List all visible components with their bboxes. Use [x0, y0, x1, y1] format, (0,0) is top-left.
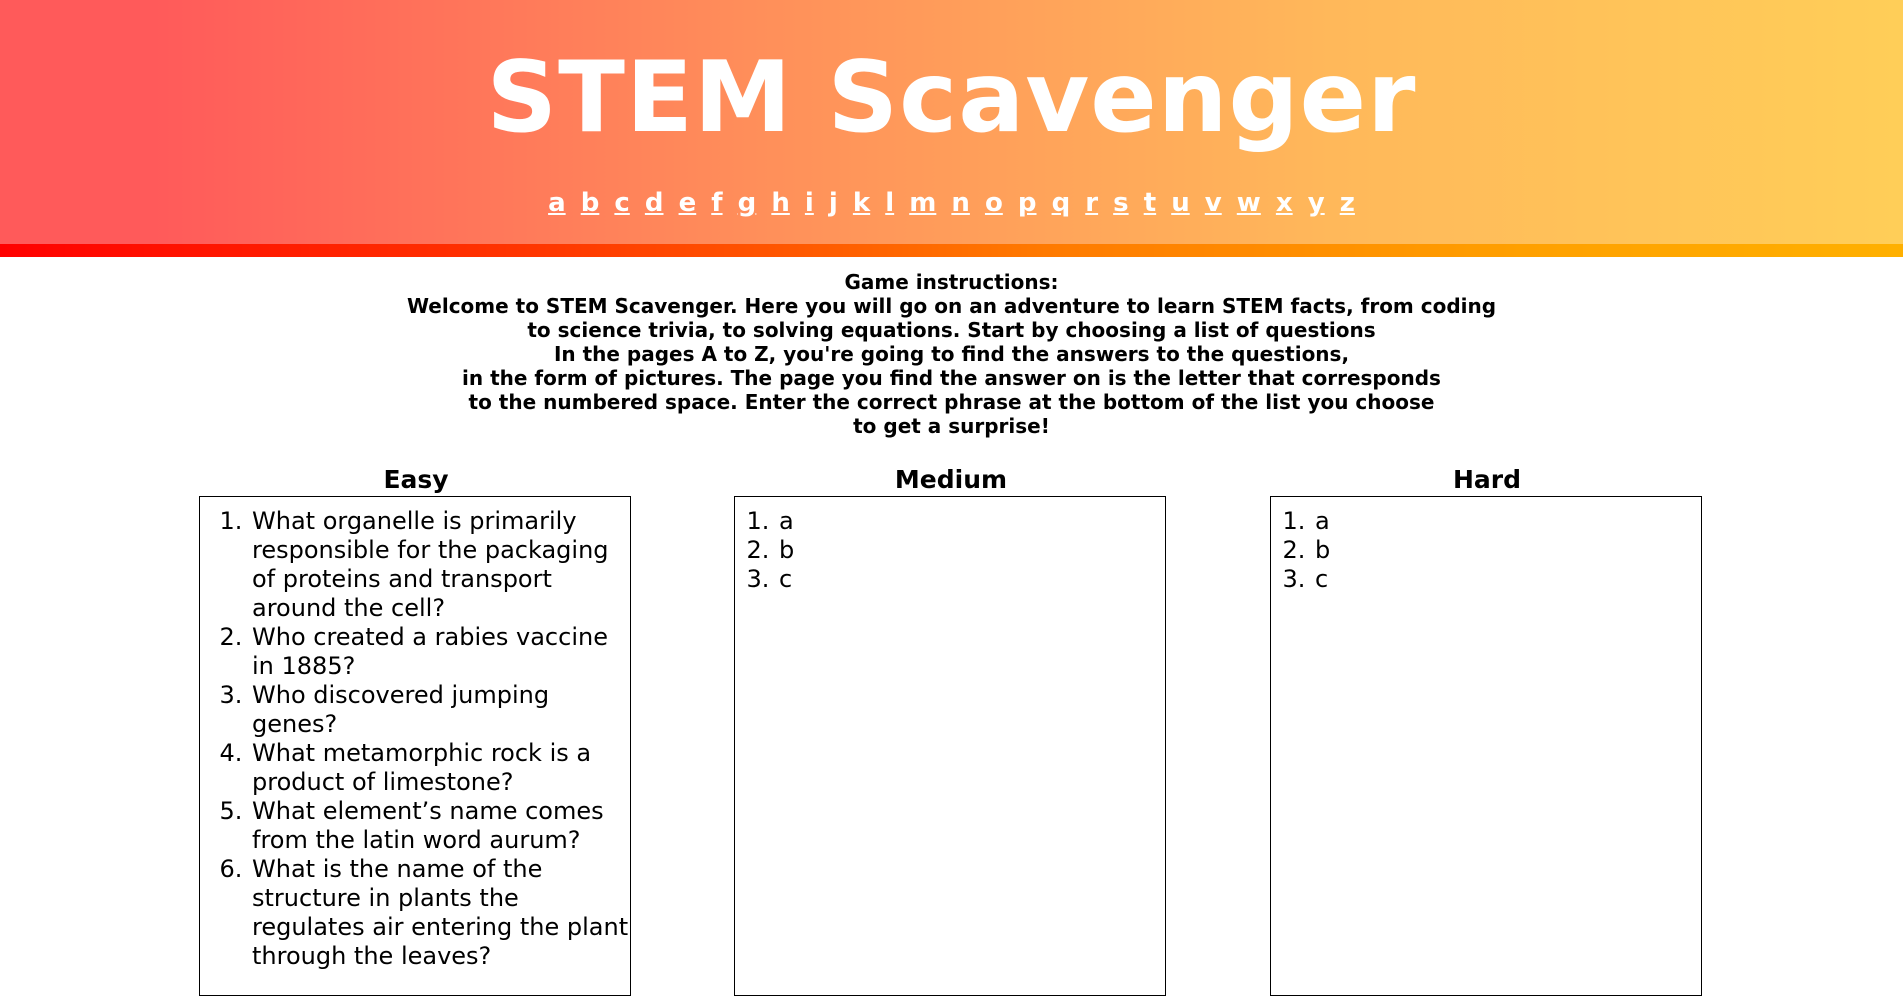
letter-link-v[interactable]: v [1204, 188, 1222, 218]
instructions-line: to get a surprise! [853, 414, 1050, 438]
letter-link-m[interactable]: m [909, 188, 937, 218]
list-item: 5. What element’s name comes from the latin word aurum? [250, 797, 630, 855]
hard-question-list [1270, 496, 1702, 996]
letter-link-a[interactable]: a [548, 188, 566, 218]
letter-link-g[interactable]: g [737, 188, 757, 218]
list-item: 1. a [777, 507, 1165, 536]
letter-link-u[interactable]: u [1171, 188, 1190, 218]
letter-link-r[interactable]: r [1085, 188, 1099, 218]
letter-link-o[interactable]: o [984, 188, 1003, 218]
letter-link-w[interactable]: w [1236, 188, 1261, 218]
list-item: 3. Who discovered jumping genes? [250, 681, 630, 739]
letter-link-p[interactable]: p [1017, 188, 1037, 218]
list-item: 6. What is the name of the structure in plants the regulates air entering the plant through the leaves? [250, 855, 630, 971]
letter-link-y[interactable]: y [1307, 188, 1325, 218]
letter-link-z[interactable]: z [1339, 188, 1355, 218]
hard-column-title: Hard [1452, 465, 1522, 494]
list-item: 3. c [1313, 565, 1701, 594]
letter-link-f[interactable]: f [711, 188, 723, 218]
page-title: STEM Scavenger [486, 41, 1417, 155]
letter-link-j[interactable]: j [828, 188, 838, 218]
instructions-heading: Game instructions: [844, 270, 1059, 294]
instructions-line: to science trivia, to solving equations. Start by choosing a list of questions [527, 318, 1376, 342]
letter-link-e[interactable]: e [678, 188, 697, 218]
easy-column-title: Easy [383, 465, 449, 494]
header-banner [0, 0, 1903, 244]
letter-link-q[interactable]: q [1051, 188, 1071, 218]
letter-link-h[interactable]: h [771, 188, 790, 218]
list-item: 1. a [1313, 507, 1701, 536]
letter-link-l[interactable]: l [885, 188, 895, 218]
list-item: 2. Who created a rabies vaccine in 1885? [250, 623, 630, 681]
letter-link-s[interactable]: s [1113, 188, 1129, 218]
game-instructions [0, 270, 1903, 438]
letter-link-n[interactable]: n [951, 188, 970, 218]
letter-link-t[interactable]: t [1143, 188, 1157, 218]
instructions-line: to the numbered space. Enter the correct phrase at the bottom of the list you choose [468, 390, 1435, 414]
letter-link-k[interactable]: k [852, 188, 871, 218]
header-divider [0, 244, 1903, 257]
letter-link-d[interactable]: d [644, 188, 664, 218]
alphabet-nav [0, 186, 1903, 220]
list-item: 2. b [1313, 536, 1701, 565]
letter-link-b[interactable]: b [580, 188, 600, 218]
list-item: 2. b [777, 536, 1165, 565]
list-item: 3. c [777, 565, 1165, 594]
letter-link-i[interactable]: i [804, 188, 814, 218]
easy-question-list [199, 496, 631, 996]
instructions-line: in the form of pictures. The page you find the answer on is the letter that corresponds [462, 366, 1441, 390]
list-item: 1. What organelle is primarily responsible for the packaging of proteins and transport around the cell? [250, 507, 630, 623]
list-item: 4. What metamorphic rock is a product of limestone? [250, 739, 630, 797]
letter-link-x[interactable]: x [1275, 188, 1293, 218]
medium-question-list [734, 496, 1166, 996]
instructions-line: Welcome to STEM Scavenger. Here you will go on an adventure to learn STEM facts, from coding [406, 294, 1497, 318]
medium-column-title: Medium [894, 465, 1008, 494]
letter-link-c[interactable]: c [614, 188, 630, 218]
instructions-line: In the pages A to Z, you're going to find the answers to the questions, [553, 342, 1350, 366]
